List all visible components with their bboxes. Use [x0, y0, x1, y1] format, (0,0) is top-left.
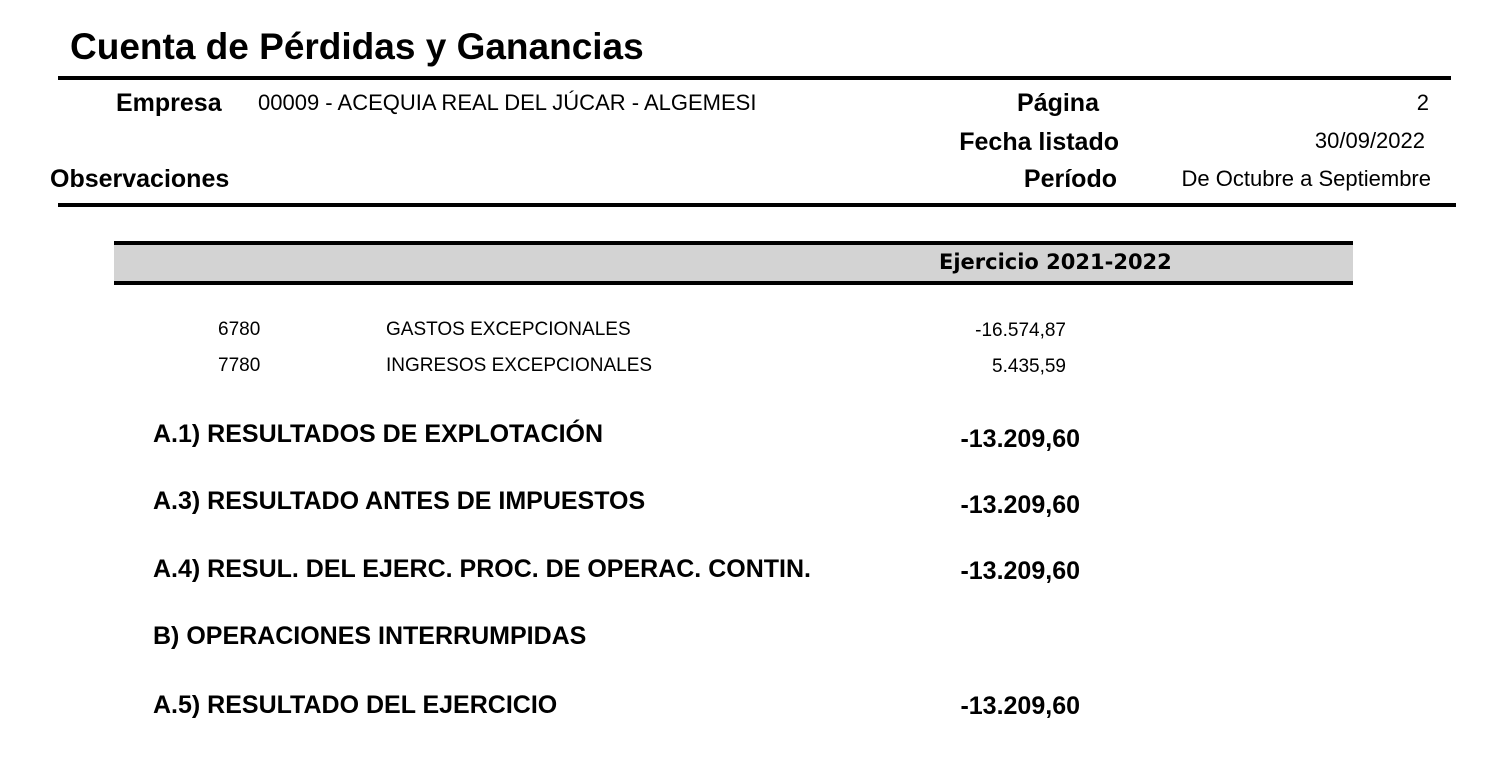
section-label: A.3) RESULTADO ANTES DE IMPUESTOS — [153, 487, 646, 515]
empresa-value: 00009 - ACEQUIA REAL DEL JÚCAR - ALGEMESI — [258, 90, 757, 115]
section-amount: -13.209,60 — [960, 692, 1080, 720]
periodo-label: Período — [1023, 165, 1117, 193]
column-header-band — [114, 241, 1353, 285]
header-top-rule — [58, 76, 1451, 80]
header-bottom-rule — [58, 203, 1456, 207]
fecha-listado-label: Fecha listado — [959, 128, 1119, 156]
account-name: GASTOS EXCEPCIONALES — [386, 319, 631, 340]
section-amount: -13.209,60 — [960, 425, 1080, 453]
account-amount: 5.435,59 — [992, 356, 1066, 377]
account-name: INGRESOS EXCEPCIONALES — [386, 355, 653, 376]
section-amount: -13.209,60 — [960, 491, 1080, 519]
fecha-listado-value: 30/09/2022 — [1314, 128, 1425, 153]
account-code: 7780 — [218, 355, 261, 376]
pagina-value: 2 — [1416, 90, 1429, 115]
section-label: A.5) RESULTADO DEL EJERCICIO — [153, 691, 558, 719]
section-label: B) OPERACIONES INTERRUMPIDAS — [153, 622, 587, 650]
periodo-value: De Octubre a Septiembre — [1181, 166, 1431, 191]
section-label: A.4) RESUL. DEL EJERC. PROC. DE OPERAC. CONTIN. — [153, 555, 811, 583]
account-code: 6780 — [218, 319, 261, 340]
page-title: Cuenta de Pérdidas y Ganancias — [70, 26, 644, 67]
empresa-label: Empresa — [116, 89, 222, 117]
section-amount: -13.209,60 — [960, 557, 1080, 585]
section-label: A.1) RESULTADOS DE EXPLOTACIÓN — [153, 420, 604, 448]
pagina-label: Página — [1017, 89, 1099, 117]
account-amount: -16.574,87 — [975, 320, 1066, 341]
observaciones-label: Observaciones — [50, 165, 230, 193]
column-header: Ejercicio 2021-2022 — [939, 250, 1172, 274]
